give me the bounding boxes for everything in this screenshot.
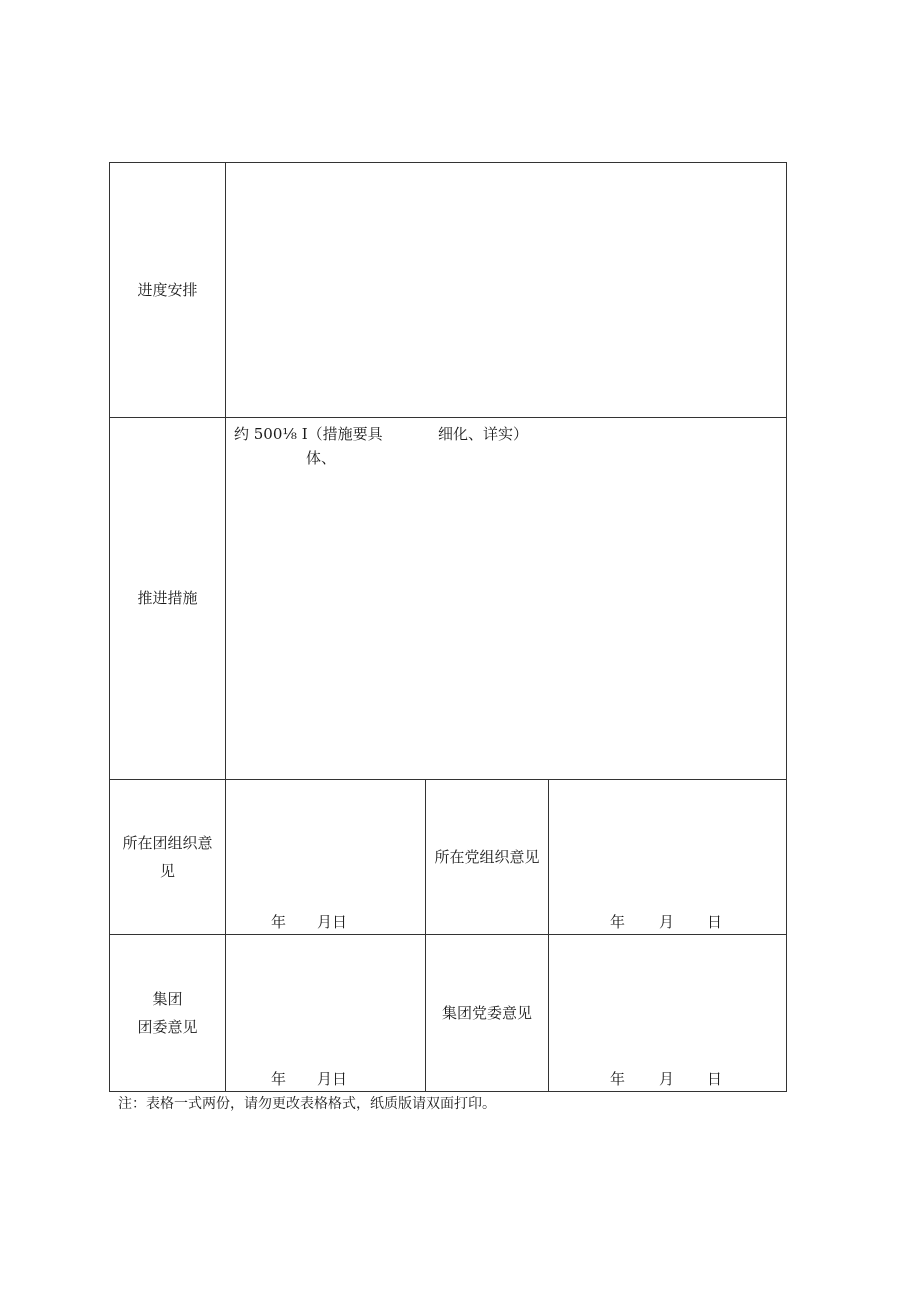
group-party-label: 集团党委意见 bbox=[441, 1003, 532, 1022]
league-org-label-line1: 所在团组织意 bbox=[122, 833, 213, 852]
group-league-label-line1: 集团 bbox=[152, 989, 183, 1008]
progress-label: 进度安排 bbox=[137, 280, 198, 299]
party-org-label: 所在党组织意见 bbox=[434, 847, 540, 866]
measures-instruction-part3: 体、 bbox=[306, 449, 337, 467]
measures-row bbox=[110, 418, 787, 780]
measures-content-cell[interactable] bbox=[226, 418, 787, 780]
group-party-date-year: 年 bbox=[610, 1070, 626, 1088]
group-league-date-month-day: 月日 bbox=[317, 1070, 348, 1088]
group-party-date-month: 月 bbox=[659, 1070, 675, 1088]
party-org-date-day: 日 bbox=[707, 913, 723, 931]
application-form-table bbox=[109, 162, 787, 1092]
measures-instruction-part2: 细化、详实） bbox=[438, 425, 529, 443]
measures-label: 推进措施 bbox=[137, 589, 198, 608]
group-party-opinion-cell[interactable] bbox=[549, 935, 787, 1092]
group-league-label-cell bbox=[110, 935, 226, 1092]
progress-label-cell bbox=[110, 163, 226, 418]
group-opinion-row bbox=[110, 935, 787, 1092]
party-org-label-cell bbox=[426, 780, 549, 935]
measures-label-cell bbox=[110, 418, 226, 780]
league-org-label-cell bbox=[110, 780, 226, 935]
league-org-date-year: 年 bbox=[271, 913, 287, 931]
party-org-date-month: 月 bbox=[659, 913, 675, 931]
league-org-date-month-day: 月日 bbox=[317, 913, 348, 931]
group-party-date-day: 日 bbox=[707, 1070, 723, 1088]
org-opinion-row bbox=[110, 780, 787, 935]
league-org-opinion-cell[interactable] bbox=[226, 780, 426, 935]
progress-row bbox=[110, 163, 787, 418]
group-party-label-cell bbox=[426, 935, 549, 1092]
party-org-opinion-cell[interactable] bbox=[549, 780, 787, 935]
group-league-opinion-cell[interactable] bbox=[226, 935, 426, 1092]
group-league-label-line2: 团委意见 bbox=[137, 1018, 198, 1036]
group-league-date-year: 年 bbox=[271, 1070, 287, 1088]
league-org-label-line2: 见 bbox=[159, 862, 175, 880]
footnote: 注：表格一式两份，请勿更改表格格式，纸质版请双面打印。 bbox=[118, 1096, 496, 1112]
measures-instruction-part1: 约 500⅛ I（措施要具 bbox=[234, 425, 383, 443]
progress-content-cell[interactable] bbox=[226, 163, 787, 418]
party-org-date-year: 年 bbox=[610, 913, 626, 931]
